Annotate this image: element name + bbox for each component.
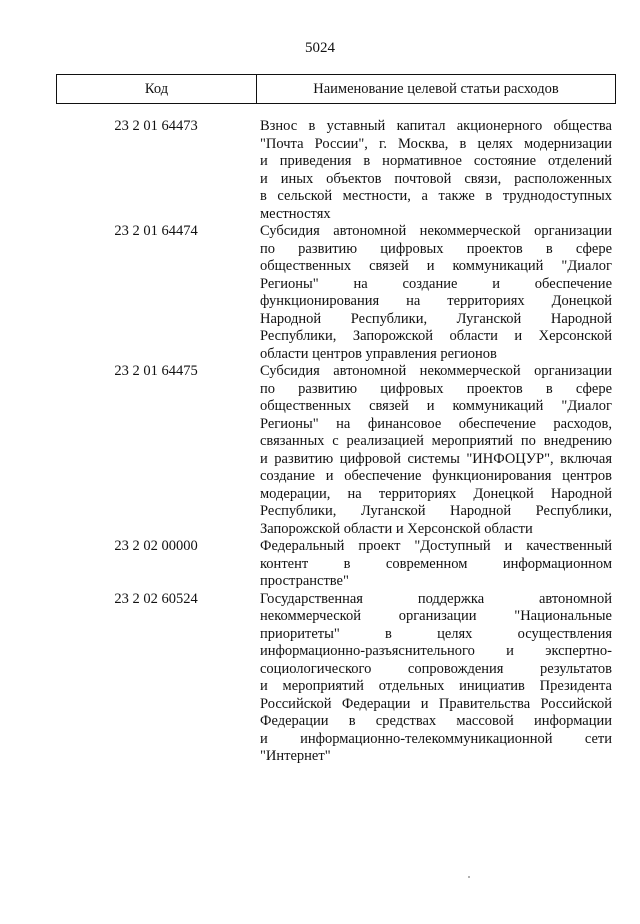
row-name-line: по развитию цифровых проектов в сфере bbox=[260, 380, 612, 397]
row-name-line: в сельской местности, а также в труднодоступных bbox=[260, 188, 612, 204]
row-name bbox=[260, 118, 612, 223]
row-name-line: общественных связей и коммуникаций "Диалог bbox=[260, 258, 612, 274]
row-name-line: функционирования на территориях Донецкой bbox=[260, 293, 612, 309]
row-name-line: Российской Федерации и Правительства Российской bbox=[260, 695, 612, 712]
table-row bbox=[56, 363, 616, 538]
table-row bbox=[56, 591, 616, 766]
row-name-line: Субсидия автономной некоммерческой организации bbox=[260, 223, 612, 239]
row-name-line: Запорожской области и Херсонской области bbox=[260, 520, 533, 537]
row-name bbox=[260, 591, 612, 766]
row-name-line: Взнос в уставный капитал акционерного общества bbox=[260, 118, 612, 134]
row-name-line: и иных объектов почтовой связи, расположенных bbox=[260, 170, 612, 187]
header-name: Наименование целевой статьи расходов bbox=[313, 80, 559, 97]
row-name-line: области центров управления регионов bbox=[260, 345, 497, 362]
row-name-line: социологического сопровождения результатов bbox=[260, 660, 612, 677]
row-name-line: и мероприятий отдельных инициатив Президента bbox=[260, 678, 612, 694]
row-name-line: Федерации в средствах массовой информации bbox=[260, 713, 612, 729]
row-name-line: Народной Республики, Луганской Народной bbox=[260, 310, 612, 327]
row-name-line: Субсидия автономной некоммерческой организации bbox=[260, 363, 612, 379]
table-header bbox=[56, 74, 616, 104]
row-name bbox=[260, 538, 612, 591]
table-row bbox=[56, 538, 616, 591]
header-code: Код bbox=[57, 75, 257, 103]
row-code: 23 2 01 64473 bbox=[114, 118, 198, 134]
row-name-line: контент в современном информационном bbox=[260, 555, 612, 572]
row-name-line: Государственная поддержка автономной bbox=[260, 590, 612, 607]
row-name bbox=[260, 363, 612, 538]
row-name-line: приоритеты" в целях осуществления bbox=[260, 625, 612, 642]
row-name-line: информационно-разъяснительного и экспертно- bbox=[260, 643, 612, 659]
row-code: 23 2 02 00000 bbox=[114, 538, 198, 554]
row-code: 23 2 01 64475 bbox=[114, 363, 198, 379]
table-row bbox=[56, 223, 616, 363]
row-name-line: и развитию цифровой системы "ИНФОЦУР", включая bbox=[260, 450, 612, 467]
row-name-line: местностях bbox=[260, 205, 331, 222]
row-name-line: общественных связей и коммуникаций "Диалог bbox=[260, 398, 612, 414]
table-row bbox=[56, 118, 616, 223]
table-body bbox=[56, 118, 616, 766]
row-name-line: и информационно-телекоммуникационной сети bbox=[260, 730, 612, 747]
row-name-line: Федеральный проект "Доступный и качественный bbox=[260, 538, 612, 554]
row-name-line: по развитию цифровых проектов в сфере bbox=[260, 240, 612, 257]
row-name-line: пространстве" bbox=[260, 573, 349, 589]
row-code: 23 2 01 64474 bbox=[114, 223, 198, 239]
row-name-line: Регионы" на финансовое обеспечение расходов, bbox=[260, 415, 612, 432]
row-name-line: создание и обеспечение функционирования центров bbox=[260, 468, 612, 484]
row-name-line: некоммерческой организации "Национальные bbox=[260, 608, 612, 624]
row-name-line: "Интернет" bbox=[260, 748, 331, 764]
page-number: 5024 bbox=[305, 40, 335, 56]
row-name-line: и приведения в нормативное состояние отделений bbox=[260, 153, 612, 169]
scan-speck bbox=[468, 876, 470, 878]
row-name-line: связанных с реализацией мероприятий по внедрению bbox=[260, 433, 612, 449]
row-name-line: Республики, Запорожской области и Херсонской bbox=[260, 328, 612, 344]
row-name bbox=[260, 223, 612, 363]
row-name-line: Регионы" на создание и обеспечение bbox=[260, 275, 612, 292]
row-name-line: Республики, Луганской Народной Республики, bbox=[260, 503, 612, 519]
row-name-line: "Почта России", г. Москва, в целях модернизации bbox=[260, 135, 612, 152]
row-code: 23 2 02 60524 bbox=[114, 590, 198, 607]
row-name-line: модерации, на территориях Донецкой Народной bbox=[260, 485, 612, 502]
